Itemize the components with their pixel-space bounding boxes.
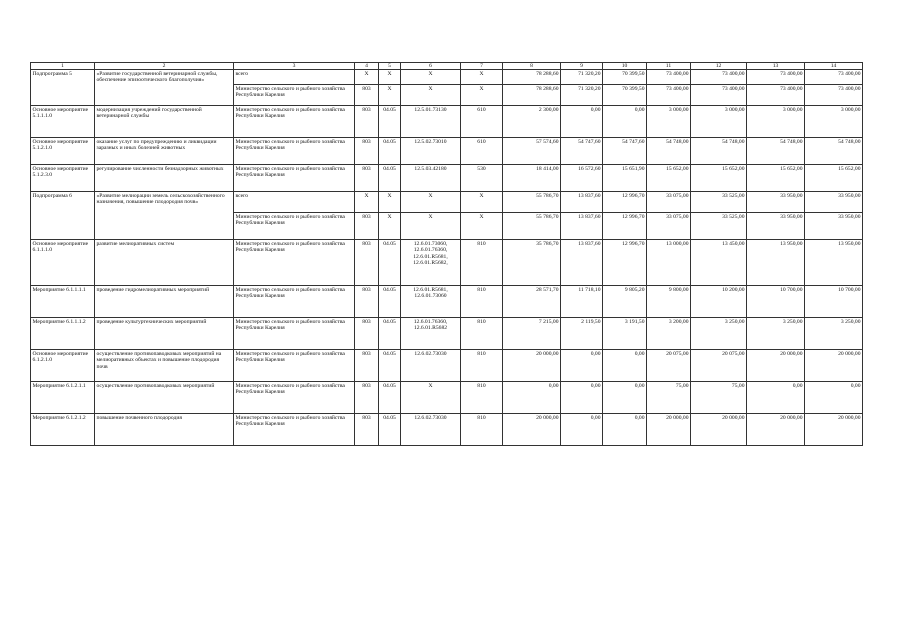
- table-cell: 803: [355, 382, 379, 414]
- table-cell: 12.6.01.R5681, 12.6.01.73060: [401, 286, 461, 318]
- table-cell: Основное мероприятие 5.1.1.1.0: [31, 106, 95, 138]
- table-cell: 2 300,00: [503, 106, 561, 138]
- table-cell: Министерство сельского и рыбного хозяйства Республики Карелия: [234, 138, 355, 165]
- budget-table: [30, 62, 863, 446]
- table-cell: X: [379, 70, 401, 85]
- table-cell: 610: [461, 106, 503, 138]
- table-cell: 810: [461, 318, 503, 350]
- table-cell: X: [355, 70, 379, 85]
- table-cell: 20 000,00: [805, 350, 863, 382]
- table-cell: 15 652,00: [647, 165, 691, 192]
- table-cell: Министерство сельского и рыбного хозяйства Республики Карелия: [234, 286, 355, 318]
- table-cell: оказание услуг по предупреждению и ликвидации заразных и иных болезней животных: [95, 138, 234, 165]
- table-row: [31, 318, 863, 350]
- table-cell: 803: [355, 240, 379, 286]
- table-cell: «Развитие мелиорации земель сельскохозяйственного назначения, повышение плодородия почв»: [95, 192, 234, 240]
- table-cell: 13 837,60: [561, 213, 603, 240]
- table-cell: 04.05: [379, 318, 401, 350]
- table-cell: Мероприятие 6.1.2.1.1: [31, 382, 95, 414]
- table-cell: 803: [355, 350, 379, 382]
- table-cell: 73 400,00: [747, 70, 805, 85]
- table-cell: 16 572,60: [561, 165, 603, 192]
- table-cell: 20 000,00: [647, 414, 691, 446]
- table-cell: Мероприятие 6.1.2.1.2: [31, 414, 95, 446]
- table-cell: 13 950,00: [747, 240, 805, 286]
- table-cell: проведение гидромелиоративных мероприятий: [95, 286, 234, 318]
- header-cell: 1: [31, 63, 95, 70]
- table-cell: 13 450,00: [691, 240, 747, 286]
- table-cell: 13 950,00: [805, 240, 863, 286]
- table-cell: 12.6.02.73030: [401, 414, 461, 446]
- table-cell: Основное мероприятие 6.1.1.1.0: [31, 240, 95, 286]
- table-cell: 0,00: [747, 382, 805, 414]
- table-cell: 0,00: [561, 106, 603, 138]
- table-cell: 3 191,50: [603, 318, 647, 350]
- table-cell: 10 700,00: [805, 286, 863, 318]
- table-cell: Министерство сельского и рыбного хозяйства Республики Карелия: [234, 318, 355, 350]
- table-cell: Мероприятие 6.1.1.1.2: [31, 318, 95, 350]
- table-cell: X: [461, 213, 503, 240]
- table-cell: 12.5.03.42180: [401, 165, 461, 192]
- table-cell: всего: [234, 192, 355, 213]
- table-cell: X: [401, 382, 461, 414]
- table-cell: Министерство сельского и рыбного хозяйства Республики Карелия: [234, 414, 355, 446]
- table-cell: 0,00: [603, 414, 647, 446]
- table-cell: 73 400,00: [747, 85, 805, 106]
- table-cell: 20 000,00: [503, 414, 561, 446]
- table-cell: X: [379, 213, 401, 240]
- budget-table-container: [30, 62, 863, 446]
- table-cell: Основное мероприятие 6.1.2.1.0: [31, 350, 95, 382]
- table-cell: 33 075,00: [647, 213, 691, 240]
- table-cell: 0,00: [561, 382, 603, 414]
- header-cell: 3: [234, 63, 355, 70]
- table-cell: 33 950,00: [747, 192, 805, 213]
- table-cell: 810: [461, 240, 503, 286]
- table-cell: 54 748,00: [805, 138, 863, 165]
- table-cell: 3 000,00: [647, 106, 691, 138]
- table-cell: Министерство сельского и рыбного хозяйства Республики Карелия: [234, 85, 355, 106]
- table-cell: 12.6.02.73030: [401, 350, 461, 382]
- table-cell: 04.05: [379, 382, 401, 414]
- table-row: [31, 192, 863, 213]
- table-cell: 3 250,00: [805, 318, 863, 350]
- table-cell: Министерство сельского и рыбного хозяйства Республики Карелия: [234, 382, 355, 414]
- table-cell: Министерство сельского и рыбного хозяйства Республики Карелия: [234, 350, 355, 382]
- table-cell: 12 996,70: [603, 192, 647, 213]
- table-cell: 57 574,60: [503, 138, 561, 165]
- header-cell: 14: [805, 63, 863, 70]
- table-cell: осуществление противопаводковых мероприятий: [95, 382, 234, 414]
- table-cell: 20 000,00: [805, 414, 863, 446]
- table-cell: 70 399,50: [603, 70, 647, 85]
- table-cell: X: [401, 213, 461, 240]
- table-cell: 73 400,00: [691, 70, 747, 85]
- table-cell: 803: [355, 286, 379, 318]
- table-cell: 20 075,00: [691, 350, 747, 382]
- table-cell: Министерство сельского и рыбного хозяйства Республики Карелия: [234, 165, 355, 192]
- table-row: [31, 240, 863, 286]
- table-cell: регулирование численности безнадзорных животных: [95, 165, 234, 192]
- table-cell: 0,00: [561, 350, 603, 382]
- table-cell: Подпрограмма 5: [31, 70, 95, 106]
- table-cell: 12 996,70: [603, 213, 647, 240]
- header-cell: 9: [561, 63, 603, 70]
- table-cell: 33 950,00: [805, 192, 863, 213]
- table-cell: 54 748,00: [747, 138, 805, 165]
- table-cell: 803: [355, 318, 379, 350]
- table-cell: повышение почвенного плодородия: [95, 414, 234, 446]
- table-cell: осуществление противопаводковых мероприятий на мелиоративных объектах и повышение плодородия почв: [95, 350, 234, 382]
- table-row: [31, 286, 863, 318]
- table-cell: 04.05: [379, 106, 401, 138]
- header-cell: 2: [95, 63, 234, 70]
- table-cell: 20 075,00: [647, 350, 691, 382]
- table-row: [31, 106, 863, 138]
- table-cell: 12.6.01.76360, 12.6.01.R5682: [401, 318, 461, 350]
- table-cell: 2 119,50: [561, 318, 603, 350]
- table-cell: X: [461, 85, 503, 106]
- table-row: [31, 138, 863, 165]
- table-cell: 3 000,00: [691, 106, 747, 138]
- table-cell: 3 200,00: [647, 318, 691, 350]
- table-cell: модернизация учреждений государственной ветеринарной службы: [95, 106, 234, 138]
- table-cell: 33 075,00: [647, 192, 691, 213]
- table-cell: 35 786,70: [503, 240, 561, 286]
- table-cell: 75,00: [647, 382, 691, 414]
- table-cell: проведение культуртехнических мероприятий: [95, 318, 234, 350]
- table-cell: 20 000,00: [747, 350, 805, 382]
- table-cell: 04.05: [379, 138, 401, 165]
- table-cell: «Развитие государственной ветеринарной службы, обеспечение эпизоотического благополучия»: [95, 70, 234, 106]
- table-cell: Основное мероприятие 5.1.2.1.0: [31, 138, 95, 165]
- table-cell: Основное мероприятие 5.1.2.3.0: [31, 165, 95, 192]
- table-cell: 04.05: [379, 286, 401, 318]
- header-cell: 10: [603, 63, 647, 70]
- table-row: [31, 165, 863, 192]
- table-cell: X: [355, 192, 379, 213]
- table-cell: 810: [461, 350, 503, 382]
- table-cell: 803: [355, 165, 379, 192]
- table-cell: Министерство сельского и рыбного хозяйства Республики Карелия: [234, 213, 355, 240]
- table-cell: 9 805,20: [603, 286, 647, 318]
- table-cell: 12.5.02.73010: [401, 138, 461, 165]
- table-cell: X: [461, 192, 503, 213]
- header-cell: 5: [379, 63, 401, 70]
- table-cell: 55 786,70: [503, 213, 561, 240]
- header-cell: 4: [355, 63, 379, 70]
- table-cell: 54 748,00: [691, 138, 747, 165]
- table-cell: X: [379, 85, 401, 106]
- table-cell: 73 400,00: [805, 70, 863, 85]
- table-cell: 13 837,60: [561, 240, 603, 286]
- table-cell: 20 000,00: [747, 414, 805, 446]
- table-cell: 73 400,00: [805, 85, 863, 106]
- table-cell: 803: [355, 213, 379, 240]
- table-cell: 15 651,90: [603, 165, 647, 192]
- table-cell: 0,00: [603, 382, 647, 414]
- table-cell: 0,00: [805, 382, 863, 414]
- table-cell: 15 652,00: [747, 165, 805, 192]
- table-cell: 803: [355, 85, 379, 106]
- table-cell: 10 200,00: [691, 286, 747, 318]
- table-cell: 18 414,00: [503, 165, 561, 192]
- header-cell: 8: [503, 63, 561, 70]
- table-cell: 28 571,70: [503, 286, 561, 318]
- table-cell: 78 288,60: [503, 85, 561, 106]
- table-cell: X: [379, 192, 401, 213]
- table-cell: Министерство сельского и рыбного хозяйства Республики Карелия: [234, 106, 355, 138]
- table-cell: 33 525,00: [691, 192, 747, 213]
- header-cell: 13: [747, 63, 805, 70]
- table-cell: 33 950,00: [805, 213, 863, 240]
- table-cell: 71 320,20: [561, 85, 603, 106]
- table-cell: X: [401, 85, 461, 106]
- table-cell: 10 700,00: [747, 286, 805, 318]
- table-cell: 15 652,00: [691, 165, 747, 192]
- table-row: [31, 382, 863, 414]
- table-cell: Мероприятие 6.1.1.1.1: [31, 286, 95, 318]
- table-cell: 3 000,00: [805, 106, 863, 138]
- table-cell: 0,00: [561, 414, 603, 446]
- header-cell: 6: [401, 63, 461, 70]
- table-cell: 7 215,00: [503, 318, 561, 350]
- table-cell: 810: [461, 382, 503, 414]
- table-cell: 12.5.01.73130: [401, 106, 461, 138]
- table-cell: 33 525,00: [691, 213, 747, 240]
- table-cell: 20 000,00: [503, 350, 561, 382]
- table-cell: 530: [461, 165, 503, 192]
- table-cell: Подпрограмма 6: [31, 192, 95, 240]
- table-cell: 12 996,70: [603, 240, 647, 286]
- table-cell: 33 950,00: [747, 213, 805, 240]
- table-cell: 73 400,00: [647, 70, 691, 85]
- table-cell: развитие мелиоративных систем: [95, 240, 234, 286]
- table-cell: 78 288,60: [503, 70, 561, 85]
- table-cell: 3 250,00: [747, 318, 805, 350]
- table-cell: 04.05: [379, 350, 401, 382]
- table-cell: 803: [355, 138, 379, 165]
- table-row: [31, 350, 863, 382]
- table-cell: 75,00: [691, 382, 747, 414]
- table-cell: 54 748,00: [647, 138, 691, 165]
- table-cell: 20 000,00: [691, 414, 747, 446]
- table-cell: 12.6.01.73060, 12.6.01.76360, 12.6.01.R5681, 12.6.01.R5682,: [401, 240, 461, 286]
- table-cell: 54 747,60: [603, 138, 647, 165]
- table-cell: 810: [461, 414, 503, 446]
- table-cell: Министерство сельского и рыбного хозяйства Республики Карелия: [234, 240, 355, 286]
- table-cell: 04.05: [379, 240, 401, 286]
- table-cell: 71 320,20: [561, 70, 603, 85]
- table-cell: 04.05: [379, 414, 401, 446]
- table-cell: 13 000,00: [647, 240, 691, 286]
- table-cell: 810: [461, 286, 503, 318]
- table-cell: 3 250,00: [691, 318, 747, 350]
- table-cell: 73 400,00: [691, 85, 747, 106]
- table-cell: 04.05: [379, 165, 401, 192]
- table-cell: 73 400,00: [647, 85, 691, 106]
- table-cell: 11 718,10: [561, 286, 603, 318]
- table-cell: 0,00: [503, 382, 561, 414]
- table-cell: 15 652,00: [805, 165, 863, 192]
- header-cell: 12: [691, 63, 747, 70]
- table-cell: 55 786,70: [503, 192, 561, 213]
- table-cell: 13 837,60: [561, 192, 603, 213]
- table-cell: 54 747,60: [561, 138, 603, 165]
- header-cell: 11: [647, 63, 691, 70]
- table-cell: 803: [355, 414, 379, 446]
- table-cell: всего: [234, 70, 355, 85]
- table-row: [31, 70, 863, 85]
- table-row: [31, 414, 863, 446]
- column-number-row: [31, 63, 863, 70]
- table-cell: 70 399,50: [603, 85, 647, 106]
- header-cell: 7: [461, 63, 503, 70]
- table-cell: X: [401, 192, 461, 213]
- table-cell: 3 000,00: [747, 106, 805, 138]
- table-cell: 803: [355, 106, 379, 138]
- table-cell: X: [461, 70, 503, 85]
- table-cell: 0,00: [603, 350, 647, 382]
- table-cell: 9 800,00: [647, 286, 691, 318]
- table-cell: X: [401, 70, 461, 85]
- table-cell: 610: [461, 138, 503, 165]
- table-cell: 0,00: [603, 106, 647, 138]
